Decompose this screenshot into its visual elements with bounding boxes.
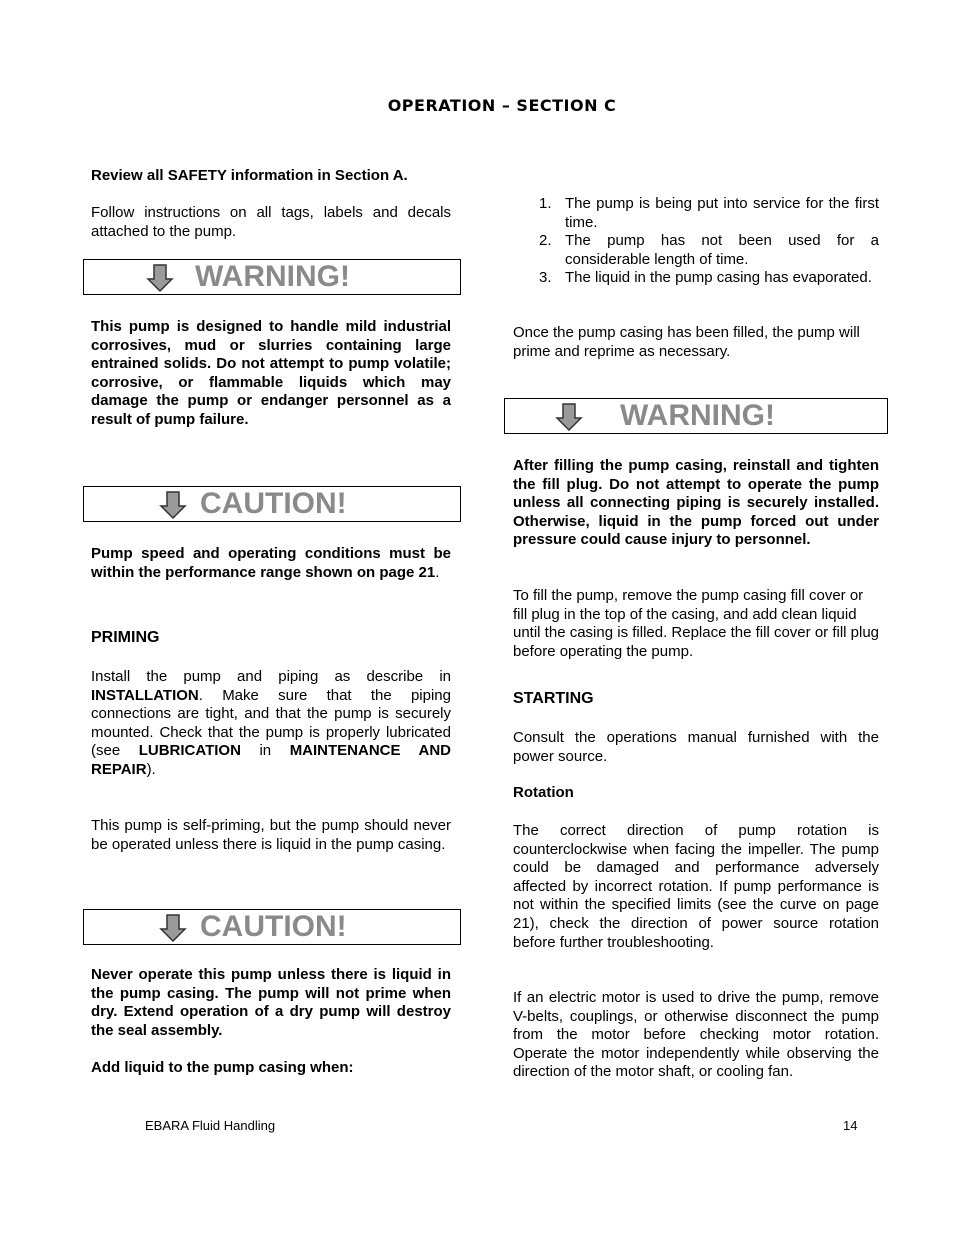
- add-liquid-conditions-list: [513, 195, 879, 288]
- page-title: OPERATION – SECTION C: [387, 96, 617, 115]
- caution-label: CAUTION!: [200, 487, 347, 520]
- warning-callout-2: [504, 398, 888, 434]
- caution-callout-1: [83, 486, 461, 522]
- warning-callout-1: [83, 259, 461, 295]
- rotation-heading: Rotation: [513, 784, 574, 801]
- priming-paragraph-1: Install the pump and piping as describe in INSTALLATION. Make sure that the piping connections are tight, and that the pump is securely mounted. Check that the pump is properly lubricated (see LUBRICATION in MAINTENANCE AND REPAIR).: [91, 668, 451, 778]
- warning-text-1: This pump is designed to handle mild industrial corrosives, mud or slurries containing large entrained solids. Do not attempt to pump volatile; corrosive, or flammable liquids which may damage the pump or endanger personnel as a result of pump failure.: [91, 318, 451, 428]
- fill-instructions-text: To fill the pump, remove the pump casing fill cover or fill plug in the top of the casing, and add clean liquid until the casing is filled. Replace the fill cover or fill plug before operating the pump.: [513, 587, 880, 660]
- page-reference: 21: [418, 563, 436, 581]
- follow-instructions-text: Follow instructions on all tags, labels and decals attached to the pump.: [91, 204, 451, 240]
- caution-label: CAUTION!: [200, 910, 347, 943]
- down-arrow-icon: [159, 914, 187, 946]
- down-arrow-icon: [555, 403, 583, 435]
- down-arrow-icon: [146, 264, 174, 296]
- caution-text-2: Never operate this pump unless there is liquid in the pump casing. The pump will not prime when dry. Extend operation of a dry pump will destroy the seal assembly.: [91, 966, 451, 1039]
- caution-callout-2: [83, 909, 461, 945]
- rotation-paragraph-2: If an electric motor is used to drive the pump, remove V-belts, couplings, or otherwise disconnect the pump from the motor before checking motor rotation. Operate the motor independently while observing the direction of the motor shaft, or cooling fan.: [513, 989, 879, 1081]
- priming-heading: PRIMING: [91, 629, 160, 646]
- caution-text-1: Pump speed and operating conditions must be within the performance range shown on page 21.: [91, 545, 451, 581]
- maintenance-ref: MAINTENANCE AND REPAIR: [91, 742, 451, 778]
- rotation-paragraph-1: The correct direction of pump rotation is counterclockwise when facing the impeller. The pump could be damaged and performance adversely affected by incorrect rotation. If pump performance is not within the specified limits (see the curve on page 21), check the direction of power source rotation before further troubleshooting.: [513, 822, 879, 951]
- list-item: 3. The liquid in the pump casing has evaporated.: [539, 269, 872, 287]
- down-arrow-icon: [159, 491, 187, 523]
- starting-heading: STARTING: [513, 690, 594, 707]
- once-filled-text: Once the pump casing has been filled, the pump will prime and reprime as necessary.: [513, 324, 860, 360]
- footer-company: EBARA Fluid Handling: [145, 1118, 276, 1133]
- page-number: 14: [843, 1118, 858, 1133]
- starting-paragraph: Consult the operations manual furnished with the power source.: [513, 729, 879, 765]
- warning-label: WARNING!: [195, 260, 350, 293]
- lubrication-ref: LUBRICATION: [138, 742, 241, 760]
- add-liquid-heading: Add liquid to the pump casing when:: [91, 1059, 354, 1076]
- warning-label: WARNING!: [620, 399, 775, 432]
- list-item: 1. The pump is being put into service for the first time.: [539, 195, 879, 231]
- priming-paragraph-2: This pump is self-priming, but the pump should never be operated unless there is liquid in the pump casing.: [91, 817, 451, 853]
- installation-ref: INSTALLATION: [91, 686, 199, 704]
- safety-review-note: Review all SAFETY information in Section A.: [91, 167, 408, 184]
- warning-text-2: After filling the pump casing, reinstall and tighten the fill plug. Do not attempt to operate the pump unless all connecting piping is securely installed. Otherwise, liquid in the pump forced out under pressure could cause injury to personnel.: [513, 457, 879, 549]
- list-item: 2. The pump has not been used for a considerable length of time.: [539, 232, 879, 268]
